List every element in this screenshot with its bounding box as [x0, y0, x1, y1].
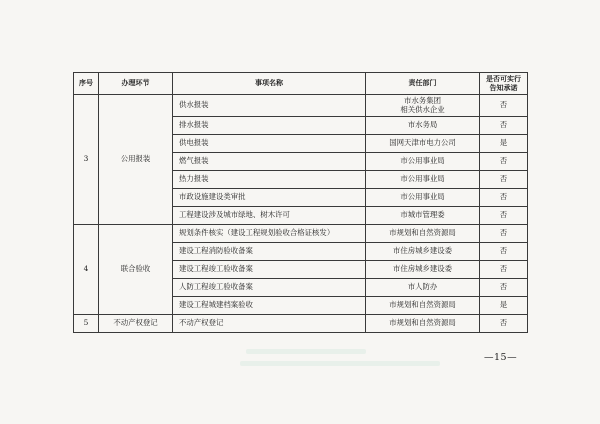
item-name: 不动产权登记 [173, 315, 366, 333]
commit-value: 否 [480, 189, 528, 207]
commit-value: 否 [480, 315, 528, 333]
dept-cell: 市规划和自然资源局 [366, 297, 480, 315]
commit-value: 否 [480, 171, 528, 189]
header-item: 事项名称 [173, 73, 366, 95]
dept-cell: 国网天津市电力公司 [366, 135, 480, 153]
item-name: 工程建设涉及城市绿地、树木许可 [173, 207, 366, 225]
dept-cell: 市规划和自然资源局 [366, 315, 480, 333]
item-name: 供电报装 [173, 135, 366, 153]
header-commit-line1: 是否可实行 [486, 75, 521, 84]
commit-value: 否 [480, 207, 528, 225]
item-name: 规划条件核实（建设工程规划验收合格证核发） [173, 225, 366, 243]
group-no: 4 [74, 225, 99, 315]
header-dept: 责任部门 [366, 73, 480, 95]
commit-value: 否 [480, 279, 528, 297]
group-stage: 联合验收 [99, 225, 173, 315]
item-name: 供水报装 [173, 95, 366, 117]
item-name: 建设工程城建档案验收 [173, 297, 366, 315]
group-no: 5 [74, 315, 99, 333]
bleed-through-mark [246, 349, 366, 354]
table-row [74, 95, 528, 117]
group-stage: 公用报装 [99, 95, 173, 225]
commit-value: 是 [480, 135, 528, 153]
item-name: 建设工程竣工验收备案 [173, 261, 366, 279]
commit-value: 否 [480, 153, 528, 171]
item-name: 人防工程竣工验收备案 [173, 279, 366, 297]
item-name: 燃气报装 [173, 153, 366, 171]
page-number: —15— [484, 352, 518, 363]
table-row [74, 315, 528, 333]
bleed-through-mark [240, 361, 440, 366]
header-no: 序号 [74, 73, 99, 95]
dept-cell: 市规划和自然资源局 [366, 225, 480, 243]
dept-cell: 市公用事业局 [366, 153, 480, 171]
dept-cell [366, 95, 480, 117]
dept-cell: 市住房城乡建设委 [366, 243, 480, 261]
commit-value: 否 [480, 261, 528, 279]
group-stage: 不动产权登记 [99, 315, 173, 333]
commit-value: 否 [480, 225, 528, 243]
dept-line: 相关供水企业 [400, 104, 445, 114]
item-name: 排水报装 [173, 117, 366, 135]
table-row [74, 225, 528, 243]
dept-line: 市水务集团 [404, 95, 441, 105]
dept-cell: 市城市管理委 [366, 207, 480, 225]
table-header-row [74, 73, 528, 95]
header-stage: 办理环节 [99, 73, 173, 95]
dept-cell: 市公用事业局 [366, 171, 480, 189]
item-name: 热力报装 [173, 171, 366, 189]
item-name: 市政设施建设类审批 [173, 189, 366, 207]
commit-value: 否 [480, 243, 528, 261]
item-name: 建设工程消防验收备案 [173, 243, 366, 261]
header-commit [480, 73, 528, 95]
header-commit-line2: 告知承诺 [489, 83, 518, 92]
group-no: 3 [74, 95, 99, 225]
approval-table [73, 72, 528, 333]
commit-value: 否 [480, 95, 528, 117]
dept-cell: 市水务局 [366, 117, 480, 135]
dept-cell: 市人防办 [366, 279, 480, 297]
dept-cell: 市住房城乡建设委 [366, 261, 480, 279]
commit-value: 否 [480, 117, 528, 135]
dept-cell: 市公用事业局 [366, 189, 480, 207]
commit-value: 是 [480, 297, 528, 315]
